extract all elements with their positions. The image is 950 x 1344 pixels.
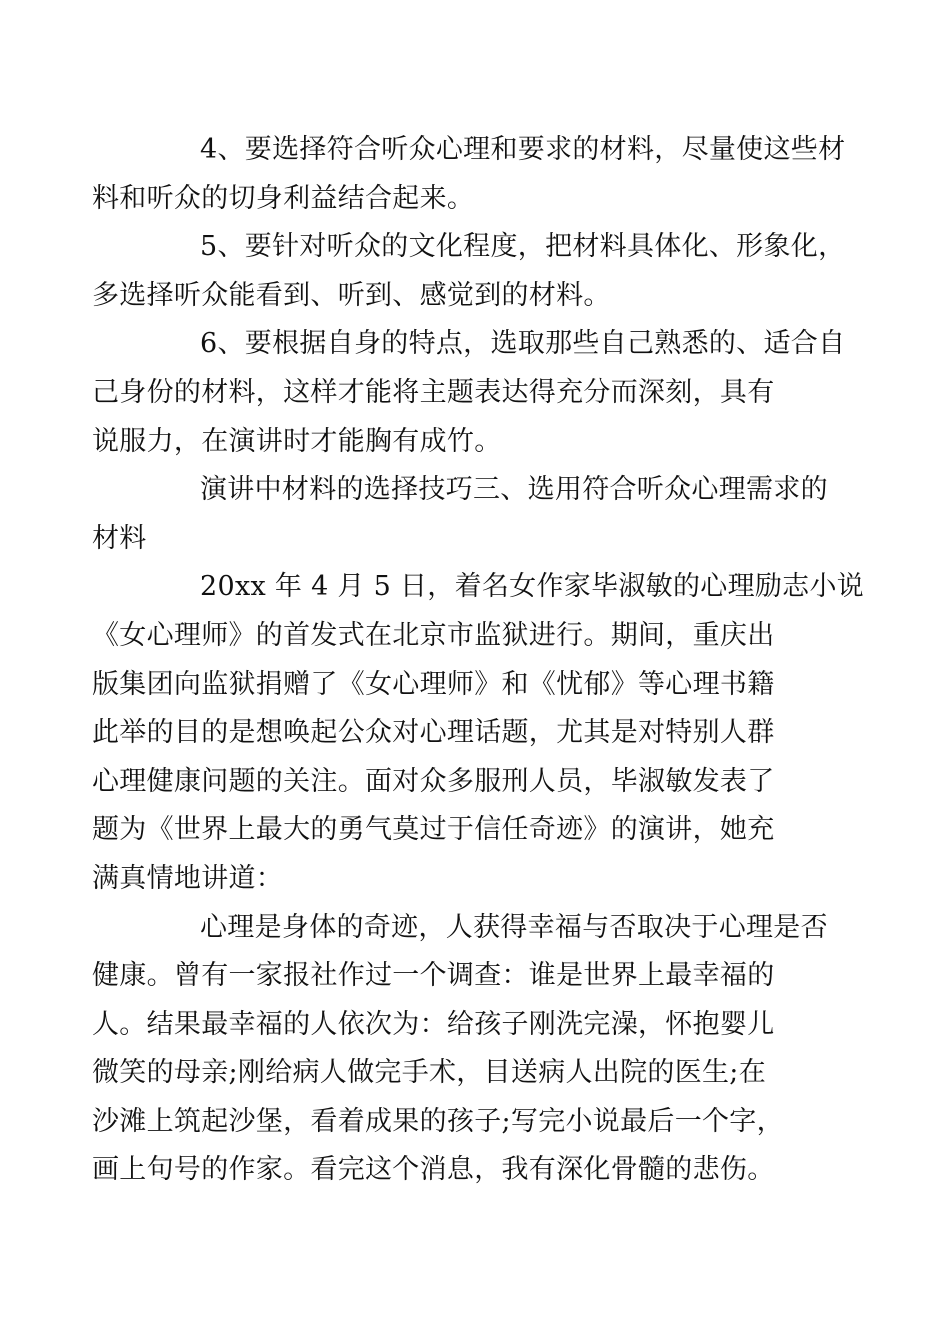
text-line: 满真情地讲道：	[92, 862, 284, 894]
text-line: 4、要选择符合听众心理和要求的材料，尽量使这些材	[200, 134, 846, 165]
text-line: 20xx 年 4 月 5 日，着名女作家毕淑敏的心理励志小说	[200, 571, 865, 603]
text-line: 多选择听众能看到、听到、感觉到的材料。	[92, 279, 611, 311]
text-line: 心理健康问题的关注。面对众多服刑人员，毕淑敏发表了	[92, 765, 775, 797]
text-line: 心理是身体的奇迹，人获得幸福与否取决于心理是否	[200, 911, 828, 943]
section-heading-paragraph	[92, 466, 828, 563]
text-line: 己身份的材料，这样才能将主题表达得充分而深刻，具有	[92, 376, 775, 408]
text-line: 5、要针对听众的文化程度，把材料具体化、形象化，	[200, 231, 846, 263]
text-line: 6、要根据自身的特点，选取那些自己熟悉的、适合自	[200, 328, 846, 360]
text-line: 料和听众的切身利益结合起来。	[92, 182, 475, 214]
document-body	[92, 126, 865, 1195]
text-line: 说服力，在演讲时才能胸有成竹。	[92, 425, 502, 457]
text-line: 人。结果最幸福的人依次为：给孩子刚洗完澡，怀抱婴儿	[92, 1008, 775, 1040]
text-line: 《女心理师》的首发式在北京市监狱进行。期间，重庆出	[92, 619, 775, 651]
text-line: 版集团向监狱捐赠了《女心理师》和《忧郁》等心理书籍	[92, 668, 775, 700]
text-line: 沙滩上筑起沙堡，看着成果的孩子;写完小说最后一个字，	[92, 1105, 784, 1137]
text-line: 画上句号的作家。看完这个消息，我有深化骨髓的悲伤。	[92, 1154, 775, 1186]
text-line: 材料	[92, 522, 147, 554]
text-line: 此举的目的是想唤起公众对心理话题，尤其是对特别人群	[92, 717, 775, 749]
text-line: 题为《世界上最大的勇气莫过于信任奇迹》的演讲，她充	[92, 814, 775, 846]
text-line: 健康。曾有一家报社作过一个调查：谁是世界上最幸福的	[92, 960, 775, 992]
story-paragraph	[92, 563, 865, 903]
quote-paragraph	[92, 904, 828, 1196]
paragraph-item-5	[92, 223, 846, 320]
text-line: 微笑的母亲;刚给病人做完手术，目送病人出院的医生;在	[92, 1057, 766, 1089]
paragraph-item-4	[92, 126, 846, 223]
paragraph-item-6	[92, 320, 846, 466]
text-line: 演讲中材料的选择技巧三、选用符合听众心理需求的	[200, 474, 828, 506]
